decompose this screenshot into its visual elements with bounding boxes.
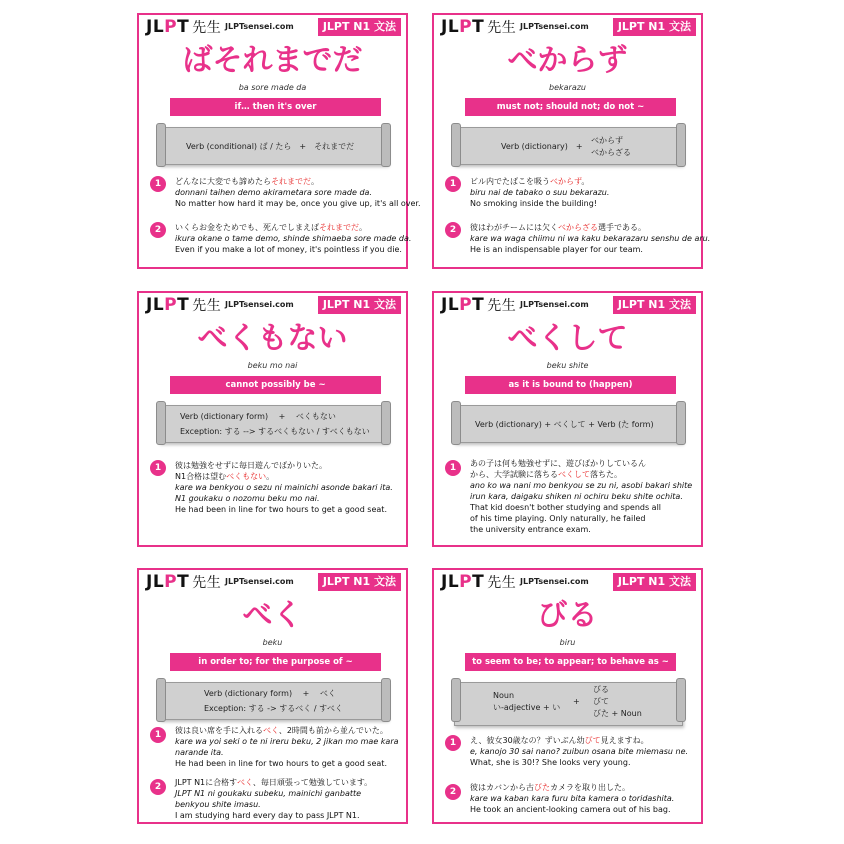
example-sentence: いくらお金をためでも、死んでしまえばそれまでだ。 ikura okane o tame demo, shinde shimaeba sore made da. Even if you make a lot of money, it's pointless if you die. [175, 223, 412, 254]
meaning-banner: must not; should not; do not ~ [465, 98, 676, 116]
card-ba-sore-made-da [137, 13, 421, 269]
formula-scroll [454, 682, 683, 726]
example-sentence: え、彼女30歳なの？ずいぶん幼びて見えますね。 e, kanojo 30 sai nano? zuibun osana bite miemasu ne. What, she is 30!? She looks very young. [470, 736, 689, 767]
example-number: 2 [445, 222, 461, 238]
formula-scroll [159, 682, 388, 720]
jlpt-sensei-logo: JLPT 先生 [146, 295, 222, 315]
example-number: 1 [445, 176, 461, 192]
level-tag: JLPT N1 文法 [318, 18, 401, 36]
example-sentence: あの子は何も勉強せずに、遊びばかりしているん から、大学試験に落ちるべくして落ちた。 ano ko wa nani mo benkyou se zu ni, asobi bakari shite irun kara, daigaku shiken ni ochiru beku shite ochita. That kid doesn't bother studying and spends all of his time playing. Only naturally, he failed the university entrance exam. [470, 459, 693, 534]
jlpt-sensei-logo: JLPT 先生 [146, 17, 222, 37]
example-number: 2 [150, 222, 166, 238]
formula-line: Noun [493, 691, 515, 700]
example-number: 1 [150, 727, 166, 743]
formula-line: Exception: する -> するべく / すべく [204, 704, 343, 713]
jlpt-sensei-logo: JLPT 先生 [441, 295, 517, 315]
meaning-banner: to seem to be; to appear; to behave as ~ [465, 653, 676, 671]
formula-line: べからず [591, 136, 623, 145]
formula-line: Verb (dictionary form) + べくもない [180, 412, 336, 421]
example-number: 1 [150, 176, 166, 192]
level-tag: JLPT N1 文法 [318, 296, 401, 314]
site-url: JLPTsensei.com [225, 22, 294, 31]
grammar-title: べく [242, 598, 303, 633]
example-sentence: 彼はわがチームには欠くべからざる選手である。 kare wa waga chiimu ni wa kaku bekarazaru senshu de aru. He is an indispensable player for our team. [470, 223, 711, 254]
example-number: 2 [445, 784, 461, 800]
formula-line: Verb (dictionary) + べくして + Verb (た form) [475, 420, 654, 429]
meaning-banner: cannot possibly be ~ [170, 376, 381, 394]
formula-scroll [159, 405, 388, 443]
grammar-title: ばそれまでだ [182, 43, 363, 78]
example-sentence: どんなに大変でも諦めたらそれまでだ。 donnani taihen demo akirametara sore made da. No matter how hard it may be, once you give up, it's all over. [175, 177, 421, 208]
level-tag: JLPT N1 文法 [613, 573, 696, 591]
example-number: 1 [445, 460, 461, 476]
meaning-banner: in order to; for the purpose of ~ [170, 653, 381, 671]
site-url: JLPTsensei.com [520, 22, 589, 31]
jlpt-sensei-logo: JLPT 先生 [441, 17, 517, 37]
example-number: 1 [150, 460, 166, 476]
card-beku [137, 568, 408, 824]
grammar-romaji: beku mo nai [247, 361, 298, 370]
grammar-title: べからず [507, 43, 628, 78]
example-sentence: 彼は良い席を手に入れるべく、2時間も前から並んでいた。 kare wa yoi seki o te ni ireru beku, 2 jikan mo mae kara narande ita. He had been in line for two hours to get a good seat. [175, 726, 399, 768]
formula-line: びる [593, 685, 609, 694]
site-url: JLPTsensei.com [520, 300, 589, 309]
level-tag: JLPT N1 文法 [613, 296, 696, 314]
grammar-romaji: biru [559, 638, 576, 647]
level-tag: JLPT N1 文法 [613, 18, 696, 36]
level-tag: JLPT N1 文法 [318, 573, 401, 591]
example-sentence: ビル内でたばこを吸うべからず。 biru nai de tabako o suu bekarazu. No smoking inside the building! [470, 177, 610, 208]
grammar-title: べくもない [197, 321, 348, 356]
formula-line: Verb (conditional) ば / たら + それまでだ [186, 142, 355, 151]
formula-line: びた + Noun [593, 709, 642, 718]
formula-line: びて [593, 697, 609, 706]
grammar-title: べくして [507, 321, 628, 356]
jlpt-sensei-logo: JLPT 先生 [441, 572, 517, 592]
card-beku-mo-nai [137, 291, 408, 547]
grammar-title: びる [537, 598, 598, 633]
example-sentence: 彼は勉強をせずに毎日遊んでばかりいた。 N1合格は望むべくもない。 kare wa benkyou o sezu ni mainichi asonde bakari ita. N1 goukaku o nozomu beku mo nai. He had been in line for two hours to get a good seat. [175, 461, 393, 514]
formula-line: Verb (dictionary) + [501, 142, 583, 151]
card-beku-shite [432, 291, 703, 547]
grammar-romaji: beku shite [546, 361, 589, 370]
formula-scroll [454, 405, 683, 443]
grammar-romaji: bekarazu [549, 83, 586, 92]
card-biru [432, 568, 703, 824]
site-url: JLPTsensei.com [225, 300, 294, 309]
formula-plus: + [573, 697, 580, 706]
example-sentence: 彼はカバンから古びたカメラを取り出した。 kare wa kaban kara furu bita kamera o toridashita. He took an ancient-looking camera out of his bag. [470, 783, 675, 814]
formula-line: Verb (dictionary form) + べく [204, 689, 336, 698]
example-sentence: JLPT N1に合格すべく、毎日頑張って勉強しています。 JLPT N1 ni goukaku subeku, mainichi ganbatte benkyou shite imasu. I am studying hard every day to pass JLPT N1. [175, 778, 373, 820]
formula-line: い-adjective + い [493, 703, 561, 712]
formula-scroll [159, 127, 388, 165]
card-bekarazu [432, 13, 711, 269]
formula-line: Exception: する --> するべくもない / すべくもない [180, 427, 370, 436]
formula-scroll [454, 127, 683, 165]
grammar-romaji: ba sore made da [238, 83, 307, 92]
example-number: 2 [150, 779, 166, 795]
meaning-banner: if… then it's over [170, 98, 381, 116]
site-url: JLPTsensei.com [225, 577, 294, 586]
meaning-banner: as it is bound to (happen) [465, 376, 676, 394]
site-url: JLPTsensei.com [520, 577, 589, 586]
example-number: 1 [445, 735, 461, 751]
grammar-romaji: beku [262, 638, 283, 647]
jlpt-sensei-logo: JLPT 先生 [146, 572, 222, 592]
formula-line: べからざる [591, 148, 631, 157]
